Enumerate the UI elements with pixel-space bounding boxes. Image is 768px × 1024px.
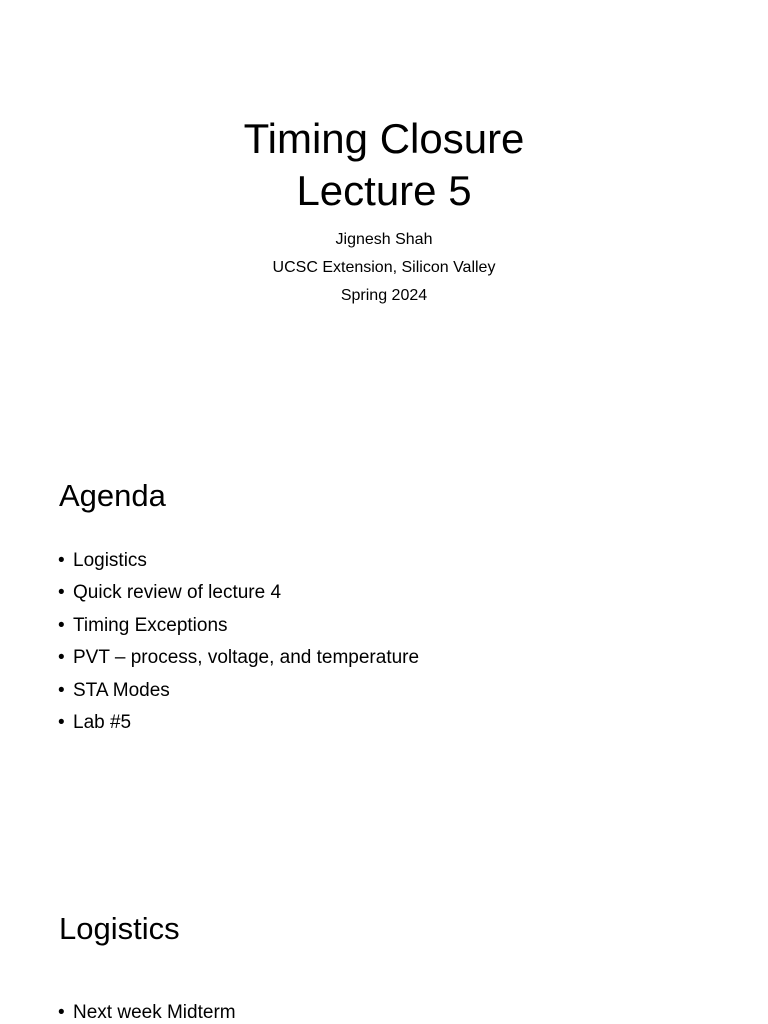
slide-title-line-2: Lecture 5 (296, 167, 472, 214)
agenda-heading: Agenda (59, 478, 166, 513)
bullet-marker: • (58, 582, 65, 604)
bullet-marker: • (58, 679, 65, 701)
bullet-marker: • (58, 647, 65, 669)
title-slide (0, 0, 768, 420)
agenda-item (58, 675, 419, 707)
agenda-item (58, 707, 419, 739)
agenda-item (58, 610, 419, 642)
agenda-item-text: Timing Exceptions (73, 614, 228, 636)
agenda-item (58, 577, 419, 609)
slide-title-line-1: Timing Closure (243, 115, 525, 162)
agenda-slide (0, 420, 768, 850)
logistics-item-text: Next week Midterm (73, 1002, 236, 1023)
agenda-list (58, 545, 419, 739)
bullet-marker: • (58, 712, 65, 734)
logistics-list (58, 997, 236, 1024)
agenda-item-text: PVT – process, voltage, and temperature (73, 647, 420, 669)
agenda-item (58, 545, 419, 577)
logistics-heading: Logistics (59, 911, 180, 946)
agenda-item-text: Quick review of lecture 4 (73, 582, 282, 604)
bullet-marker: • (58, 614, 65, 636)
agenda-item-text: Logistics (73, 550, 147, 571)
agenda-item-text: Lab #5 (73, 712, 132, 734)
logistics-slide (0, 850, 768, 1024)
author-name: Jignesh Shah (335, 231, 433, 248)
institution: UCSC Extension, Silicon Valley (272, 259, 496, 276)
bullet-marker: • (58, 550, 65, 571)
logistics-item (58, 997, 236, 1024)
bullet-marker: • (58, 1002, 65, 1023)
agenda-item-text: STA Modes (73, 679, 170, 701)
agenda-item (58, 642, 419, 674)
term: Spring 2024 (340, 287, 428, 304)
